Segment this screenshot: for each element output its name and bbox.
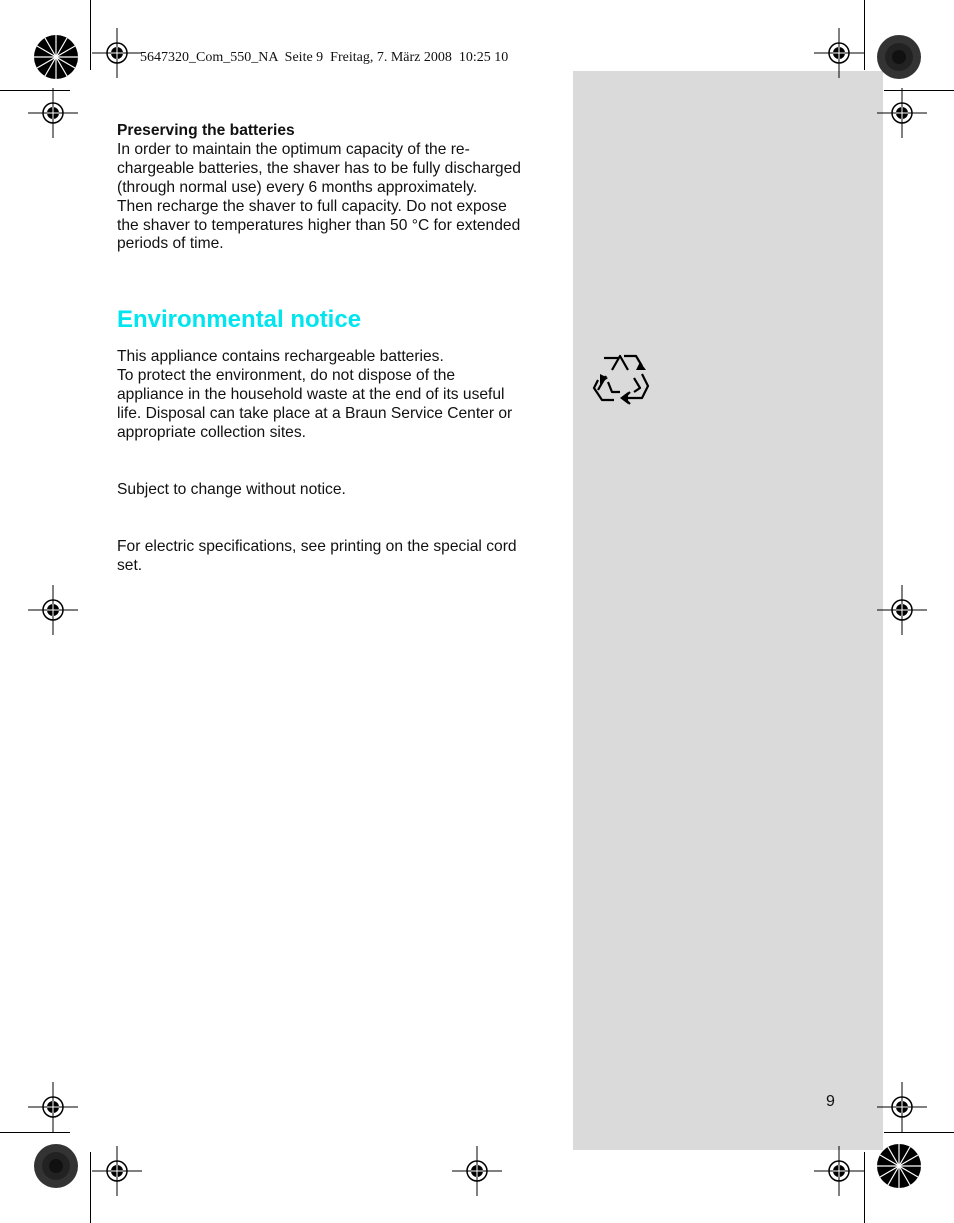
crop-line [864,0,865,70]
crop-line [884,1132,954,1133]
subject-to-change [117,481,547,500]
batteries-heading: Preserving the batteries [117,122,295,139]
registration-mark-icon [92,28,142,78]
env-line: life. Disposal can take place at a Braun Service Center or [117,404,513,422]
color-wheel-icon [876,34,922,80]
registration-mark-icon [28,1082,78,1132]
batteries-line: periods of time. [117,235,224,253]
registration-mark-icon [814,1146,864,1196]
gray-side-panel [573,71,883,1150]
registration-mark-icon [877,88,927,138]
registration-mark-icon [28,88,78,138]
registration-mark-icon [452,1146,502,1196]
crop-line [90,1152,91,1223]
env-line: appropriate collection sites. [117,423,306,441]
page-number: 9 [826,1093,835,1110]
batteries-line: the shaver to temperatures higher than 50 °C for extended [117,216,521,234]
subject-text: Subject to change without notice. [117,481,346,498]
batteries-line: In order to maintain the optimum capacity of the re- [117,140,470,158]
crop-line [0,1132,70,1133]
registration-mark-icon [877,1082,927,1132]
batteries-section [117,122,547,254]
electric-spec-section [117,538,547,576]
crop-line [864,1152,865,1223]
crop-line [90,0,91,70]
electric-line: set. [117,556,143,574]
env-line: This appliance contains rechargeable batteries. [117,348,444,365]
environmental-section [117,348,547,443]
color-wheel-icon [33,34,79,80]
registration-mark-icon [877,585,927,635]
print-slug: 5647320_Com_550_NA Seite 9 Freitag, 7. März 2008 10:25 10 [140,50,509,65]
env-line: appliance in the household waste at the end of its useful [117,385,505,403]
env-line: To protect the environment, do not dispose of the [117,366,456,384]
registration-mark-icon [28,585,78,635]
batteries-line: (through normal use) every 6 months approximately. [117,178,478,196]
registration-mark-icon [814,28,864,78]
registration-mark-icon [92,1146,142,1196]
environmental-heading: Environmental notice [117,306,362,333]
batteries-line: Then recharge the shaver to full capacity. Do not expose [117,197,507,215]
color-wheel-icon [33,1143,79,1189]
electric-line: For electric specifications, see printing on the special cord [117,538,517,555]
color-wheel-icon [876,1143,922,1189]
recycle-icon [590,348,650,408]
batteries-line: chargeable batteries, the shaver has to be fully discharged [117,159,521,177]
